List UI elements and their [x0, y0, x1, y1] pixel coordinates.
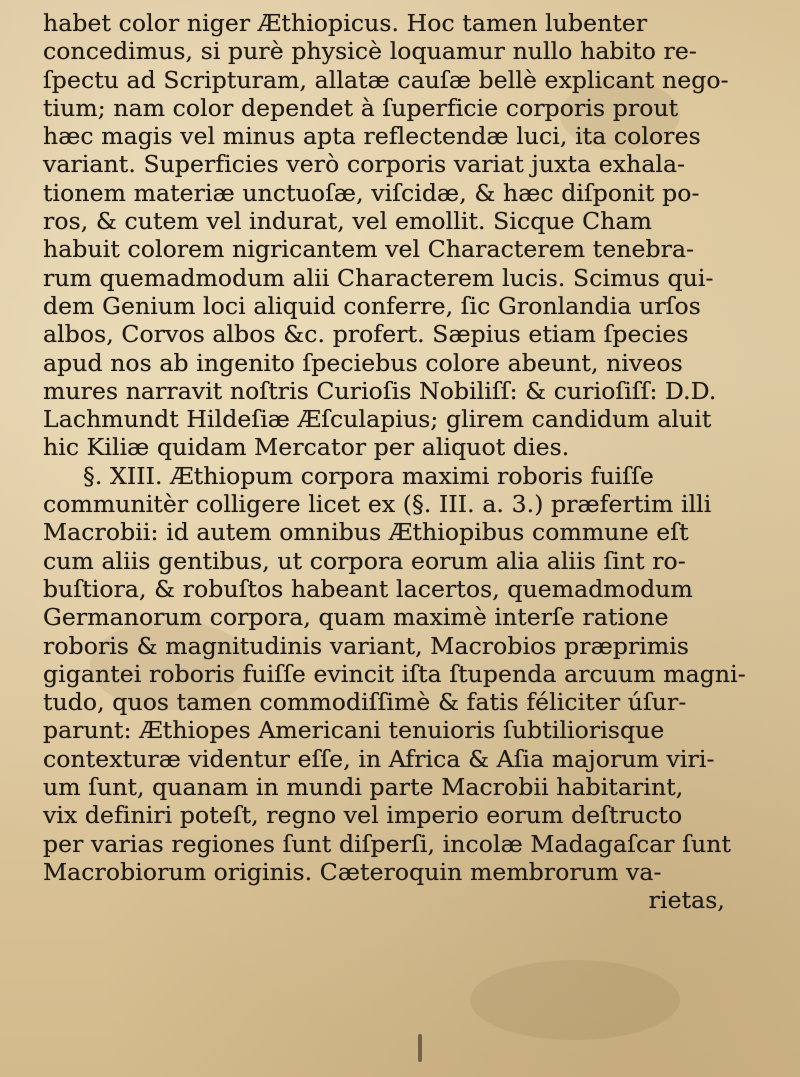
text-line: Macrobii: id autem omnibus Æthiopibus commune eſt [43, 518, 689, 547]
catchword: rietas, [648, 886, 725, 915]
text-line: apud nos ab ingenito ſpeciebus colore abeunt, niveos [43, 348, 683, 377]
text-line: ſpectu ad Scripturam, allatæ cauſæ bellè explicant nego- [43, 65, 729, 94]
paper-stain [470, 960, 680, 1040]
text-line: um ſunt, quanam in mundi parte Macrobii habitarint, [43, 773, 684, 802]
text-line: dem Genium loci aliquid conferre, ſic Gronlandia urſos [43, 291, 701, 320]
text-line: rum quemadmodum alii Characterem lucis. Scimus qui- [43, 263, 714, 292]
text-line: habet color niger Æthiopicus. Hoc tamen lubenter [43, 9, 648, 37]
text-line: albos, Corvos albos &c. profert. Sæpius etiam ſpecies [43, 320, 689, 349]
text-line: habuit colorem nigricantem vel Characterem tenebra- [43, 235, 695, 264]
text-line: roboris & magnitudinis variant, Macrobios præprimis [43, 631, 690, 660]
text-line: Germanorum corpora, quam maximè interſe ratione [43, 603, 669, 632]
text-line: gigantei roboris fuiſſe evincit iſta ſtupenda arcuum magni- [43, 659, 746, 688]
text-line: Macrobiorum originis. Cæteroquin membrorum va- [43, 857, 662, 886]
text-line: ros, & cutem vel indurat, vel emollit. Sicque Cham [43, 207, 652, 236]
text-line: contexturæ videntur eſſe, in Africa & Aſia majorum viri- [43, 744, 715, 773]
text-line: communitèr colligere licet ex (§. III. a. 3.) præfertim illi [43, 490, 712, 519]
text-line: tium; nam color dependet à ſuperficie corporis prout [43, 93, 679, 122]
text-line: tudo, quos tamen commodiſſimè & fatis féliciter úſur- [43, 688, 687, 717]
section-line: §. XIII. Æthiopum corpora maximi roboris fuiſſe [83, 461, 654, 490]
text-line: mures narravit noſtris Curioſis Nobiliſſ: & curioſiſſ: D.D. [43, 376, 717, 405]
page-text [43, 9, 773, 915]
text-line: per varias regiones ſunt diſperſi, incolæ Madagaſcar ſunt [43, 829, 732, 858]
text-line: concedimus, si purè physicè loquamur nullo habito re- [43, 37, 697, 66]
text-line: parunt: Æthiopes Americani tenuioris ſubtiliorisque [43, 716, 665, 745]
text-line: hic Kiliæ quidam Mercator per aliquot dies. [43, 433, 570, 462]
text-line: variant. Superficies verò corporis variat juxta exhala- [43, 150, 686, 179]
ink-mark [418, 1034, 422, 1062]
text-line: vix definiri poteſt, regno vel imperio eorum deſtructo [43, 801, 683, 830]
text-line: cum aliis gentibus, ut corpora eorum alia aliis ſint ro- [43, 546, 686, 575]
text-line: buſtiora, & robuſtos habeant lacertos, quemadmodum [43, 574, 693, 603]
text-line: Lachmundt Hildeſiæ Æſculapius; glirem candidum aluit [43, 405, 712, 434]
text-line: hæc magis vel minus apta reflectendæ luci, ita colores [43, 122, 701, 151]
text-line: tionem materiæ unctuoſæ, viſcidæ, & hæc diſponit po- [43, 178, 700, 207]
